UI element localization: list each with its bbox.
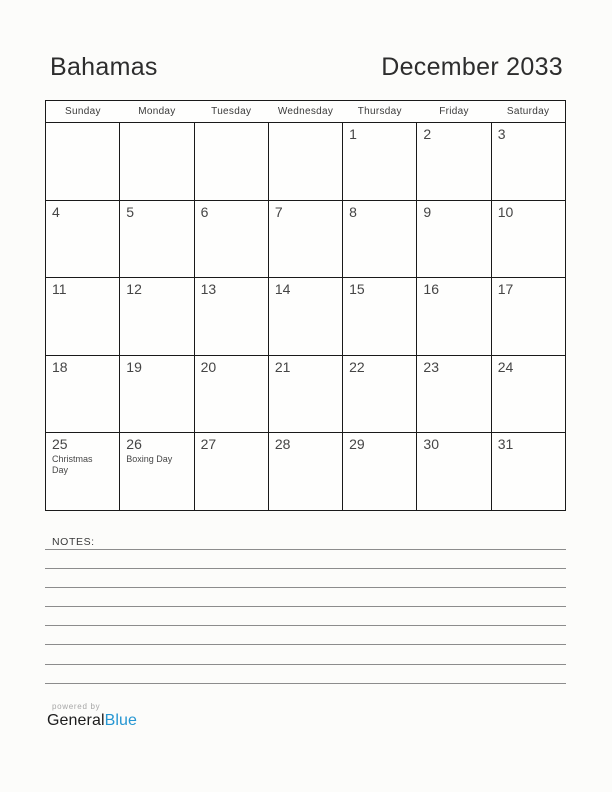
brand-name-blue: Blue xyxy=(104,712,138,729)
day-number: 9 xyxy=(423,203,432,220)
day-number: 29 xyxy=(349,436,365,452)
day-cell xyxy=(491,123,565,201)
day-number: 7 xyxy=(274,203,283,220)
day-number: 22 xyxy=(349,358,365,375)
day-cell xyxy=(194,278,268,356)
note-line xyxy=(45,626,566,645)
day-cell xyxy=(194,355,268,433)
day-number: 23 xyxy=(423,358,439,375)
day-cell xyxy=(491,200,565,278)
day-cell xyxy=(46,200,120,278)
calendar-week-row xyxy=(46,355,566,433)
day-cell xyxy=(343,433,417,511)
weekday-header: Tuesday xyxy=(194,101,268,123)
notes-label-row xyxy=(45,532,566,550)
note-line xyxy=(45,607,566,626)
day-number: 10 xyxy=(497,203,514,220)
day-cell xyxy=(417,278,491,356)
day-number: 21 xyxy=(274,358,291,375)
day-cell xyxy=(46,433,120,511)
day-cell xyxy=(194,200,268,278)
day-number: 1 xyxy=(349,126,357,142)
day-cell xyxy=(417,200,491,278)
day-number: 26 xyxy=(126,436,142,452)
day-cell xyxy=(268,200,342,278)
day-cell xyxy=(417,433,491,511)
weekday-header: Monday xyxy=(120,101,194,123)
empty-day-cell xyxy=(46,123,120,201)
weekday-header: Saturday xyxy=(491,101,565,123)
day-cell xyxy=(491,355,565,433)
day-cell xyxy=(120,278,194,356)
day-number: 28 xyxy=(274,436,291,452)
note-line xyxy=(45,645,566,664)
day-number: 3 xyxy=(497,126,506,142)
day-cell xyxy=(120,355,194,433)
day-cell xyxy=(120,200,194,278)
day-cell xyxy=(343,355,417,433)
calendar-week-row xyxy=(46,200,566,278)
empty-day-cell xyxy=(194,123,268,201)
day-number: 18 xyxy=(52,358,68,375)
note-line xyxy=(45,550,566,569)
weekday-header-row xyxy=(46,101,566,123)
day-cell xyxy=(491,278,565,356)
day-number: 19 xyxy=(126,358,142,375)
day-number: 5 xyxy=(126,203,135,220)
day-cell xyxy=(46,355,120,433)
weekday-header: Sunday xyxy=(46,101,120,123)
day-cell xyxy=(417,123,491,201)
month-year-title: December 2033 xyxy=(381,53,563,81)
day-number: 25 xyxy=(52,436,68,452)
day-cell xyxy=(46,278,120,356)
weekday-header: Friday xyxy=(417,101,491,123)
weekday-header: Thursday xyxy=(343,101,417,123)
holiday-label: Christmas Day xyxy=(52,454,93,475)
page-title: Bahamas xyxy=(50,53,158,81)
holiday-label: Boxing Day xyxy=(126,454,173,464)
day-number: 13 xyxy=(200,281,217,297)
day-cell xyxy=(343,123,417,201)
day-cell xyxy=(491,433,565,511)
brand-name-general: General xyxy=(47,712,105,729)
brand-logo xyxy=(45,712,137,730)
day-cell xyxy=(268,433,342,511)
day-number: 14 xyxy=(274,281,291,297)
day-number: 27 xyxy=(200,436,217,452)
day-number: 16 xyxy=(423,281,439,297)
calendar-week-row xyxy=(46,278,566,356)
weekday-header: Wednesday xyxy=(268,101,342,123)
day-number: 6 xyxy=(200,203,209,220)
day-cell xyxy=(343,278,417,356)
note-line xyxy=(45,665,566,684)
day-number: 15 xyxy=(349,281,365,297)
notes-section xyxy=(45,532,566,684)
day-cell xyxy=(343,200,417,278)
day-number: 11 xyxy=(52,281,67,297)
day-cell xyxy=(268,278,342,356)
day-number: 12 xyxy=(126,281,142,297)
calendar-table xyxy=(45,100,566,511)
day-cell xyxy=(417,355,491,433)
day-number: 20 xyxy=(200,358,217,375)
day-number: 30 xyxy=(423,436,439,452)
day-cell xyxy=(268,355,342,433)
day-number: 8 xyxy=(349,203,357,220)
day-number: 24 xyxy=(497,358,514,375)
note-line xyxy=(45,588,566,607)
day-cell xyxy=(194,433,268,511)
day-number: 2 xyxy=(423,126,432,142)
calendar-week-row xyxy=(46,433,566,511)
day-number: 4 xyxy=(52,203,60,220)
title-row xyxy=(45,54,566,81)
note-line xyxy=(45,569,566,588)
day-number: 31 xyxy=(497,436,514,452)
calendar-body xyxy=(46,123,566,511)
empty-day-cell xyxy=(268,123,342,201)
empty-day-cell xyxy=(120,123,194,201)
brand-footer xyxy=(45,702,137,730)
calendar-week-row xyxy=(46,123,566,201)
day-cell xyxy=(120,433,194,511)
day-number: 17 xyxy=(497,281,514,297)
powered-by-text: powered by xyxy=(52,702,101,711)
notes-label: NOTES: xyxy=(52,536,95,548)
notes-lines xyxy=(45,550,566,684)
